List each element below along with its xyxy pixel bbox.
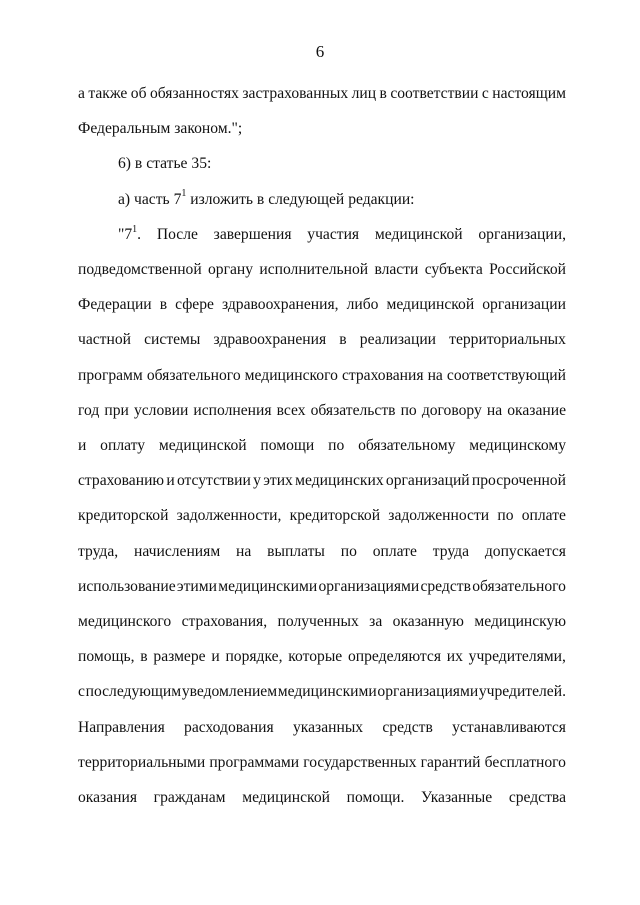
word: "$7^1$. <box>118 223 142 243</box>
word: всех <box>276 401 306 419</box>
word: подведомственной <box>78 261 202 278</box>
word: которые <box>288 648 343 666</box>
word: по <box>497 507 514 525</box>
word: определяются <box>347 648 441 666</box>
text-line <box>78 612 566 632</box>
word: органу <box>207 261 254 278</box>
word: После <box>156 225 198 243</box>
word: выплаты <box>267 542 325 560</box>
word: просроченной <box>471 472 566 490</box>
text-line <box>78 718 566 738</box>
word: начислениям <box>134 542 221 560</box>
word: медицинскими <box>218 577 318 595</box>
word: в <box>140 648 148 666</box>
word: медицинских <box>295 472 384 490</box>
word: оплате <box>521 507 566 525</box>
page-number: 6 <box>315 42 325 61</box>
word: системы <box>144 331 201 349</box>
word: Российской <box>489 261 566 278</box>
word: здравоохранения, <box>221 296 339 314</box>
word: устанавливаются <box>452 718 566 736</box>
text-line: а) часть $7^1$ изложить в следующей редакции: <box>118 188 415 208</box>
word: организаций <box>385 472 470 490</box>
word: Федерации <box>78 296 152 314</box>
word: власти <box>374 261 419 278</box>
text-line: Федеральным законом."; <box>78 120 243 138</box>
word: обязательному <box>358 437 456 454</box>
word: программ <box>78 366 143 384</box>
text-line <box>78 788 566 808</box>
word: гражданам <box>153 789 226 806</box>
word: обязательного <box>472 577 566 595</box>
word: этими <box>176 577 217 595</box>
word: бесплатного <box>484 753 566 771</box>
word: а <box>78 85 85 102</box>
text-line <box>78 753 566 773</box>
word: программами <box>209 753 300 771</box>
word: средств <box>382 718 433 736</box>
word: последующим <box>85 683 182 701</box>
text-line <box>78 330 566 350</box>
word: средства <box>508 789 566 806</box>
word: исполнения <box>193 401 272 419</box>
text-line <box>78 647 566 667</box>
word: задолженности, <box>176 507 282 525</box>
text-line <box>78 682 566 702</box>
word: субъекта <box>424 261 483 278</box>
word: частной <box>78 331 131 349</box>
word: с <box>481 85 489 102</box>
text-line <box>78 436 566 456</box>
word: организации, <box>478 225 566 243</box>
word: и <box>211 648 220 666</box>
word: обязательного <box>146 366 241 384</box>
word: по <box>328 437 345 454</box>
word: отсутствии <box>176 472 251 490</box>
text-line: 6) в статье 35: <box>118 155 212 173</box>
word: на <box>427 366 443 384</box>
text-line <box>118 225 566 245</box>
word: Направления <box>78 718 165 736</box>
word: Указанные <box>421 789 493 806</box>
word: указанных <box>292 718 364 736</box>
word: размере <box>153 648 206 666</box>
word: помощи <box>260 437 315 454</box>
word: также <box>88 85 128 102</box>
word: медицинской <box>158 437 247 454</box>
word: и <box>78 437 87 454</box>
word: страхования <box>341 366 424 384</box>
text-line <box>78 366 566 386</box>
word: использование <box>78 577 176 595</box>
word: учредителей. <box>478 683 566 701</box>
text-line <box>78 260 566 280</box>
word: по <box>400 401 417 419</box>
word: задолженности <box>388 507 490 525</box>
word: и <box>166 472 175 490</box>
word: у <box>253 472 261 490</box>
word: по <box>340 542 357 560</box>
word: настоящим <box>492 85 566 102</box>
text-line <box>78 471 566 491</box>
word: исполнительной <box>259 261 369 278</box>
word: завершения <box>213 225 292 243</box>
word: расходования <box>184 718 274 736</box>
word: с <box>78 683 85 701</box>
word: помощи. <box>346 789 405 806</box>
text-line <box>78 542 566 562</box>
word: государственных <box>303 753 417 771</box>
text-line <box>78 577 566 597</box>
word: оплату <box>100 437 146 454</box>
word: соответствии <box>390 85 479 102</box>
word: здравоохранения <box>213 331 327 349</box>
word: этих <box>263 472 293 490</box>
word: на <box>236 542 252 560</box>
word: медицинскому <box>469 437 566 454</box>
word: соответствующий <box>446 366 566 384</box>
text-line <box>78 401 566 421</box>
word: полученных <box>277 613 359 630</box>
word: оказанную <box>392 613 464 630</box>
word: средств <box>420 577 471 595</box>
word: либо <box>346 296 379 314</box>
word: учредителями, <box>468 648 566 666</box>
word: оказания <box>78 789 138 806</box>
word: уведомлением <box>181 683 278 701</box>
word: обязанностях <box>149 85 239 102</box>
word: труда <box>432 542 470 560</box>
word: в <box>339 331 347 349</box>
word: оплате <box>372 542 417 560</box>
word: лиц <box>351 85 377 102</box>
word: медицинской <box>374 225 463 243</box>
word: при <box>104 401 129 419</box>
word: допускается <box>484 542 566 560</box>
word: год <box>78 401 100 419</box>
word: сфере <box>175 296 214 314</box>
word: обязательств <box>310 401 396 419</box>
word: кредиторской <box>289 507 381 525</box>
word: труда, <box>78 542 119 560</box>
text-line <box>78 295 566 315</box>
word: страхованию <box>78 472 165 490</box>
word: их <box>446 648 463 666</box>
word: оказание <box>507 401 566 419</box>
word: организациями <box>318 577 420 595</box>
word: об <box>130 85 147 102</box>
word: территориальных <box>449 331 566 349</box>
word: в <box>379 85 387 102</box>
word: гарантий <box>420 753 481 771</box>
text-line <box>78 84 566 104</box>
word: медицинского <box>244 366 338 384</box>
word: застрахованных <box>242 85 349 102</box>
word: кредиторской <box>78 507 169 525</box>
word: за <box>369 613 383 630</box>
word: реализации <box>359 331 437 349</box>
word: договору <box>421 401 482 419</box>
word: медицинской <box>386 296 475 314</box>
word: медицинскими <box>277 683 377 701</box>
text-line <box>78 506 566 526</box>
word: медицинскую <box>474 613 566 630</box>
superscript: 1 <box>181 188 187 200</box>
word: медицинского <box>78 613 172 630</box>
word: на <box>486 401 503 419</box>
word: организации <box>482 296 566 314</box>
word: организациями <box>377 683 479 701</box>
word: территориальными <box>78 753 206 771</box>
superscript: 1 <box>132 223 138 235</box>
word: участия <box>307 225 360 243</box>
word: в <box>159 296 168 314</box>
word: медицинской <box>242 789 330 806</box>
word: условии <box>133 401 189 419</box>
word: помощь, <box>78 648 135 666</box>
word: порядке, <box>225 648 283 666</box>
word: страхования, <box>181 613 268 630</box>
